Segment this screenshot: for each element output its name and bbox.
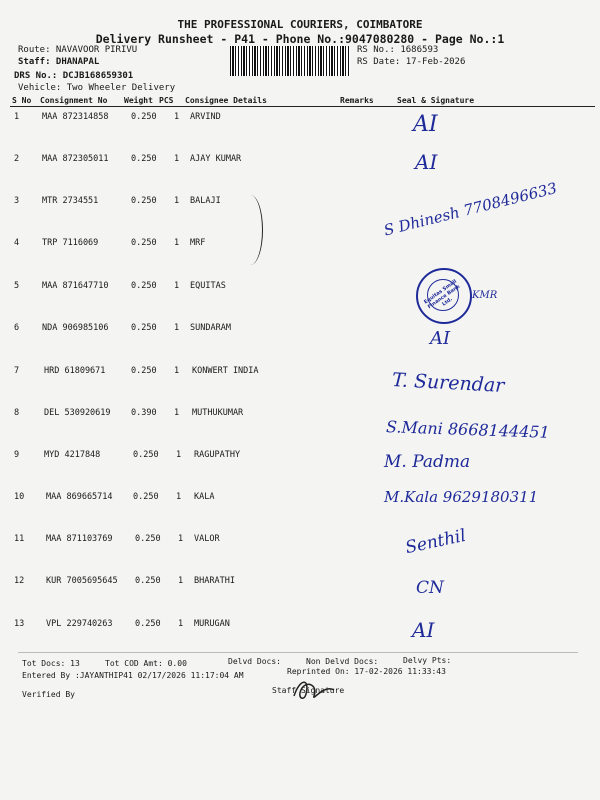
consignment-no: KUR 7005695645	[46, 576, 118, 586]
consignment-no: HRD 61809671	[44, 366, 106, 376]
weight: 0.250	[135, 534, 161, 544]
col-sno: S No	[12, 96, 32, 105]
entered-by: Entered By :JAYANTHIP41 02/17/2026 11:17:04 AM	[22, 671, 244, 680]
pcs: 1	[178, 619, 184, 629]
col-weight: Weight	[124, 96, 153, 105]
sno: 12	[14, 576, 25, 586]
pcs: 1	[174, 366, 180, 376]
weight: 0.390	[131, 408, 157, 418]
pcs: 1	[176, 492, 182, 502]
sno: 4	[14, 238, 20, 248]
delvy-pts: Delvy Pts:	[403, 656, 452, 665]
consignee: SUNDARAM	[190, 323, 231, 333]
sno: 1	[14, 112, 20, 122]
sno: 13	[14, 619, 25, 629]
pcs: 1	[174, 238, 180, 248]
staff-signature-scribble	[290, 676, 340, 704]
signature-9: M. Padma	[384, 452, 471, 472]
signature-11: Senthil	[403, 525, 468, 559]
weight: 0.250	[131, 281, 157, 291]
pcs: 1	[178, 534, 184, 544]
col-consignee: Consignee Details	[185, 96, 267, 105]
col-consignment: Consignment No	[40, 96, 108, 105]
bracket-mark	[238, 195, 263, 265]
pcs: 1	[176, 450, 182, 460]
consignee: BALAJI	[190, 196, 221, 206]
pcs: 1	[174, 408, 180, 418]
consignment-no: MTR 2734551	[42, 196, 99, 206]
vehicle: Vehicle: Two Wheeler Delivery	[18, 83, 176, 93]
sno: 11	[14, 534, 25, 544]
consignee: MURUGAN	[194, 619, 230, 629]
signature-5: KMR	[472, 290, 498, 301]
pcs: 1	[174, 323, 180, 333]
consignment-no: MYD 4217848	[44, 450, 101, 460]
stamp-text: Equitas Small Finance Bank Ltd.	[423, 278, 462, 311]
sno: 2	[14, 154, 20, 164]
signature-12: CN	[416, 578, 444, 598]
signature-13: AI	[412, 618, 435, 642]
consignment-no: MAA 871647710	[42, 281, 109, 291]
weight: 0.250	[135, 576, 161, 586]
consignment-no: MAA 872314858	[42, 112, 109, 122]
verified-by: Verified By	[22, 690, 75, 699]
consignment-no: MAA 871103769	[46, 534, 113, 544]
signature-2: AI	[415, 150, 438, 174]
barcode	[230, 46, 350, 76]
pcs: 1	[174, 154, 180, 164]
sno: 9	[14, 450, 20, 460]
signature-1: AI	[413, 112, 438, 137]
consignment-no: MAA 872305011	[42, 154, 109, 164]
pcs: 1	[178, 576, 184, 586]
sno: 6	[14, 323, 20, 333]
signature-10: M.Kala 9629180311	[384, 488, 539, 506]
sno: 8	[14, 408, 20, 418]
sno: 10	[14, 492, 25, 502]
col-pcs: PCS	[159, 96, 174, 105]
weight: 0.250	[131, 366, 157, 376]
weight: 0.250	[135, 619, 161, 629]
staff-signature-label: Staff Signature	[272, 686, 345, 695]
consignee: VALOR	[194, 534, 220, 544]
pcs: 1	[174, 196, 180, 206]
weight: 0.250	[133, 492, 159, 502]
consignee: RAGUPATHY	[194, 450, 241, 460]
route: Route: NAVAVOOR PIRIVU	[18, 45, 138, 55]
sno: 3	[14, 196, 20, 206]
consignment-no: VPL 229740263	[46, 619, 113, 629]
consignee: BHARATHI	[194, 576, 235, 586]
consignment-no: NDA 906985106	[42, 323, 109, 333]
consignment-no: DEL 530920619	[44, 408, 111, 418]
tot-cod-amt: Tot COD Amt: 0.00	[105, 659, 187, 668]
drs-number: DRS No.: DCJB168659301	[14, 71, 134, 81]
weight: 0.250	[131, 196, 157, 206]
weight: 0.250	[131, 323, 157, 333]
rs-number: RS No.: 1686593	[357, 45, 439, 55]
sno: 5	[14, 281, 20, 291]
signature-6: AI	[430, 328, 451, 349]
consignee: AJAY KUMAR	[190, 154, 242, 164]
weight: 0.250	[131, 238, 157, 248]
consignee: MRF	[190, 238, 206, 248]
seal-stamp	[416, 268, 472, 324]
col-remarks: Remarks	[340, 96, 374, 105]
runsheet-title: Delivery Runsheet - P41 - Phone No.:9047080280 - Page No.:1	[95, 32, 505, 46]
delvd-docs: Delvd Docs:	[228, 657, 281, 666]
pcs: 1	[174, 281, 180, 291]
non-delvd-docs: Non Delvd Docs:	[306, 657, 379, 666]
consignee: EQUITAS	[190, 281, 226, 291]
footer-divider	[18, 652, 578, 653]
consignee: MUTHUKUMAR	[192, 408, 244, 418]
reprinted-on: Reprinted On: 17-02-2026 11:33:43	[287, 667, 446, 676]
consignment-no: MAA 869665714	[46, 492, 113, 502]
header-divider	[10, 106, 595, 107]
consignee: KALA	[194, 492, 215, 502]
tot-docs: Tot Docs: 13	[22, 659, 80, 668]
company-title: THE PROFESSIONAL COURIERS, COIMBATORE	[177, 18, 423, 31]
weight: 0.250	[131, 112, 157, 122]
col-seal-signature: Seal & Signature	[397, 96, 475, 105]
rs-date: RS Date: 17-Feb-2026	[357, 57, 466, 67]
staff: Staff: DHANAPAL	[18, 57, 100, 67]
signature-8: S.Mani 8668144451	[385, 417, 550, 442]
consignment-no: TRP 7116069	[42, 238, 99, 248]
signature-7: T. Surendar	[391, 369, 505, 397]
pcs: 1	[174, 112, 180, 122]
consignee: ARVIND	[190, 112, 221, 122]
weight: 0.250	[131, 154, 157, 164]
consignee: KONWERT INDIA	[192, 366, 259, 376]
sno: 7	[14, 366, 20, 376]
signature-3-4: S Dhinesh 7708496633	[382, 179, 559, 240]
weight: 0.250	[133, 450, 159, 460]
